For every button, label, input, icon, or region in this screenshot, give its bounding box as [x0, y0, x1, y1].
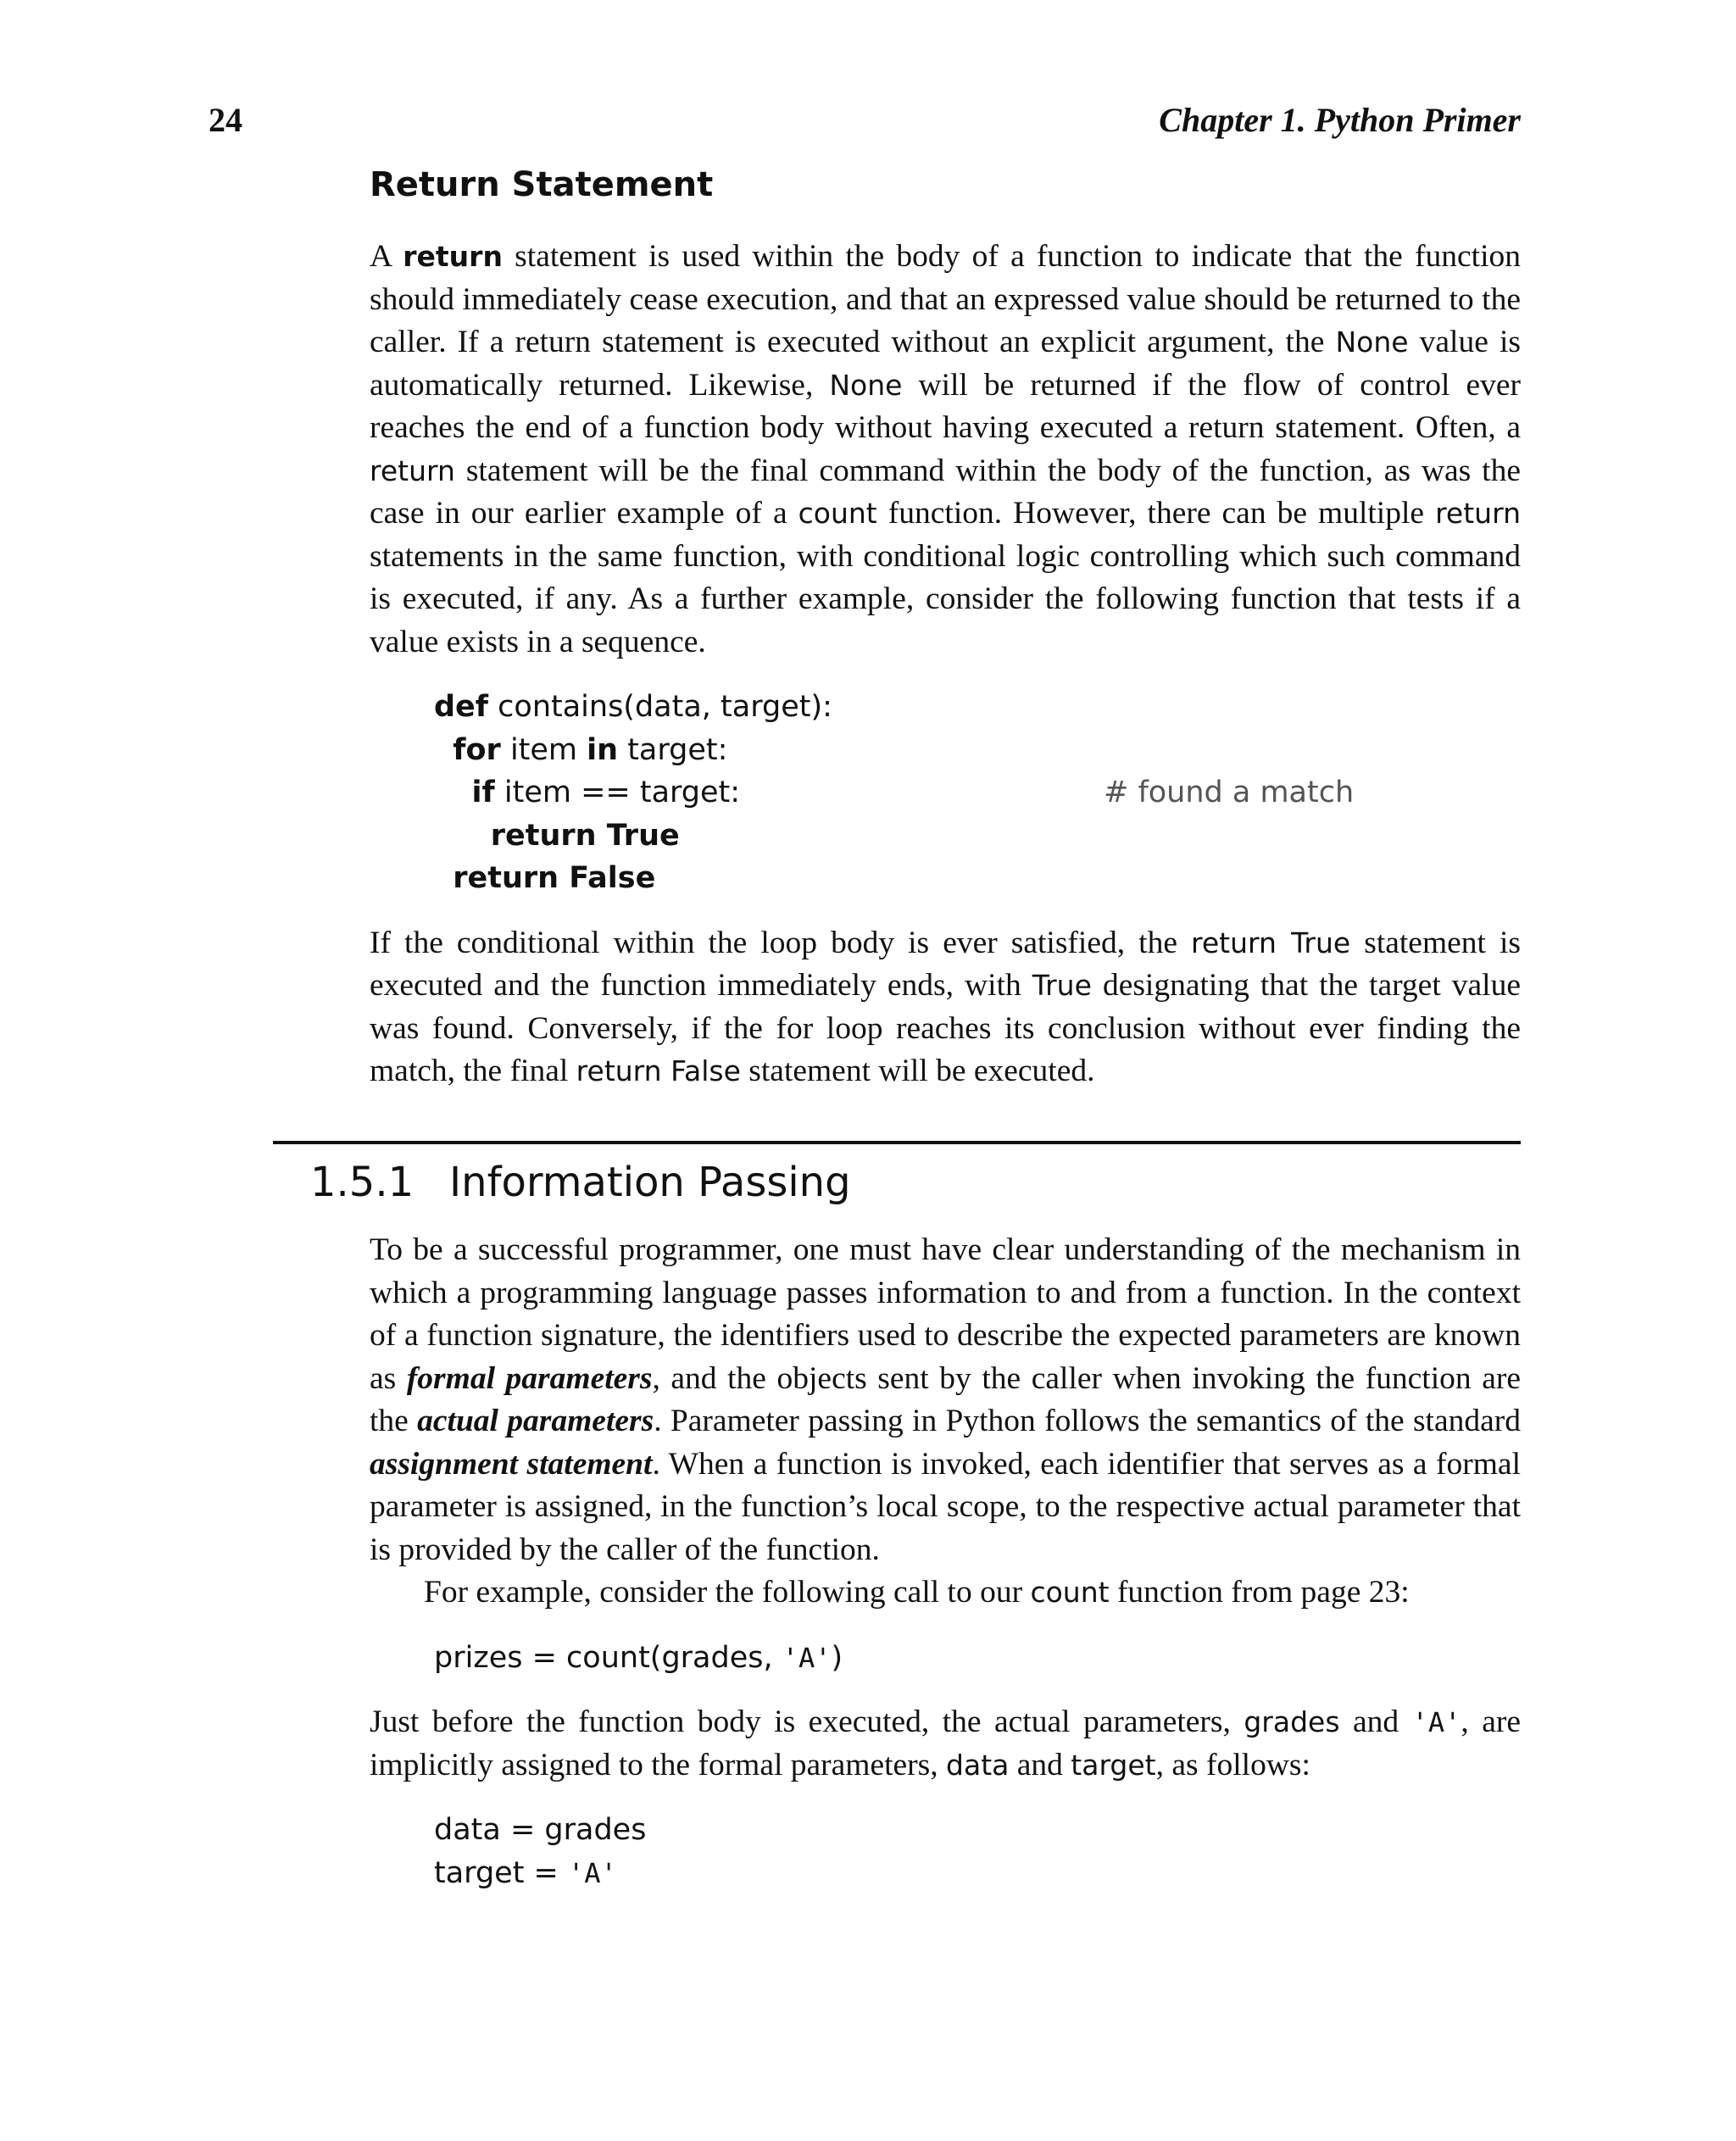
text: and — [1009, 1747, 1071, 1782]
code-keyword: for — [453, 732, 501, 767]
code-true: True — [1032, 969, 1092, 1002]
code-return: return — [576, 1054, 662, 1087]
page-number: 24 — [209, 101, 242, 139]
count-call-code — [434, 1637, 1521, 1680]
text: , and the objects sent by the caller when invoking the function are the — [370, 1360, 1521, 1438]
text: statement is used within the body of a function to indicate that the function should immediately cease execution, and that an expressed value should be returned to the caller. If a return statement is executed without an explicit argument, the — [370, 239, 1522, 359]
section-divider — [273, 1141, 1521, 1144]
code-none: None — [829, 368, 903, 402]
code-return: return — [1191, 926, 1277, 959]
code-text: target = — [434, 1855, 568, 1890]
code-line — [434, 857, 1521, 900]
information-passing-section — [370, 1229, 1521, 1916]
text: . Parameter passing in Python follows the semantics of the standard — [654, 1404, 1522, 1438]
text: function. However, there can be multiple — [876, 496, 1436, 531]
text: and — [1339, 1704, 1412, 1739]
subsection-heading: Return Statement — [370, 165, 714, 204]
text: . When a function is invoked, each identifier that serves as a formal parameter is assigned, in the function’s local scope, to the respective actual parameter that is provided by the caller of the function. — [370, 1446, 1521, 1567]
code-none: None — [1335, 325, 1409, 359]
code-line — [434, 1809, 1521, 1852]
code-count: count — [1030, 1576, 1110, 1609]
code-grades: grades — [1244, 1705, 1340, 1738]
code-false: False — [661, 1054, 741, 1087]
example-paragraph — [370, 1571, 1521, 1615]
return-statement-section — [370, 161, 1521, 1093]
section-title: Information Passing — [449, 1159, 851, 1206]
code-count: count — [798, 497, 877, 530]
keyword-return: return — [403, 240, 503, 273]
code-return: return — [370, 453, 455, 487]
code-line — [434, 729, 1521, 772]
code-target: target — [1071, 1748, 1156, 1782]
code-text: item == target: — [494, 776, 741, 809]
text: To be a successful programmer, one must have clear understanding of the mechanism in which a programming language passes information to and from a function. In the context of a function signature, the identifiers used to describe the expected parameters are known as — [370, 1232, 1521, 1396]
code-return: return — [1435, 497, 1521, 530]
code-text: contains(data, target): — [488, 690, 832, 724]
code-text: target: — [618, 732, 728, 767]
text: For example, consider the following call to our — [424, 1575, 1031, 1610]
text: designating that the target value was found. Conversely, if the for loop reaches its conclusion without ever finding the match, the final — [370, 968, 1521, 1088]
term-actual-parameters: actual parameters — [417, 1404, 654, 1438]
text: function from page 23: — [1109, 1575, 1410, 1610]
return-paragraph — [370, 236, 1521, 664]
text: statement will be executed. — [740, 1054, 1095, 1088]
code-line — [434, 815, 1521, 858]
text: Just before the function body is executed, the actual parameters, — [370, 1704, 1244, 1739]
text: statement is executed and the function immediately ends, with — [370, 925, 1521, 1003]
term-assignment-statement: assignment statement — [370, 1446, 653, 1482]
code-keyword: if — [471, 776, 495, 809]
code-line — [434, 1852, 1521, 1895]
code-line — [434, 686, 1521, 729]
assignment-paragraph — [370, 1701, 1521, 1787]
code-line — [434, 1637, 1521, 1680]
code-string: 'A' — [782, 1641, 832, 1674]
text: will be returned if the flow of control ever reaches the end of a function body without having executed a return statement. Often, a — [370, 367, 1521, 445]
code-keyword: return False — [453, 861, 656, 895]
term-formal-parameters: formal parameters — [406, 1360, 653, 1396]
running-title: Chapter 1. Python Primer — [1159, 101, 1521, 139]
text: , are implicitly assigned to the formal parameters, — [370, 1704, 1522, 1782]
code-string: 'A' — [568, 1856, 617, 1889]
code-keyword: return True — [490, 818, 680, 853]
assignment-code — [434, 1809, 1521, 1894]
text: statements in the same function, with conditional logic controlling which such command is executed, if any. As a further example, consider the following function that tests if a value exists in a sequence. — [370, 538, 1521, 659]
text: statement will be the final command within the body of the function, as was the case in our earlier example of a — [370, 453, 1521, 531]
code-comment: # found a match — [1104, 776, 1355, 809]
text: value is automatically returned. Likewise, — [370, 325, 1521, 403]
code-text: data = grades — [434, 1813, 647, 1847]
conditional-paragraph — [370, 922, 1521, 1093]
code-text: item — [500, 732, 587, 767]
code-text: ) — [831, 1640, 843, 1675]
code-line — [434, 771, 1521, 815]
section-heading — [310, 1153, 851, 1212]
code-keyword: def — [434, 690, 489, 724]
text: If the conditional within the loop body is ever satisfied, the — [370, 925, 1192, 960]
code-true: True — [1276, 926, 1351, 959]
code-keyword: in — [587, 732, 619, 767]
info-paragraph — [370, 1229, 1521, 1571]
code-text: prizes = count(grades, — [434, 1640, 782, 1675]
code-string: 'A' — [1411, 1706, 1461, 1738]
code-data: data — [946, 1748, 1010, 1782]
contains-code-block — [434, 686, 1521, 900]
text: A — [370, 239, 403, 274]
section-number: 1.5.1 — [310, 1159, 415, 1206]
text: , as follows: — [1155, 1747, 1310, 1782]
